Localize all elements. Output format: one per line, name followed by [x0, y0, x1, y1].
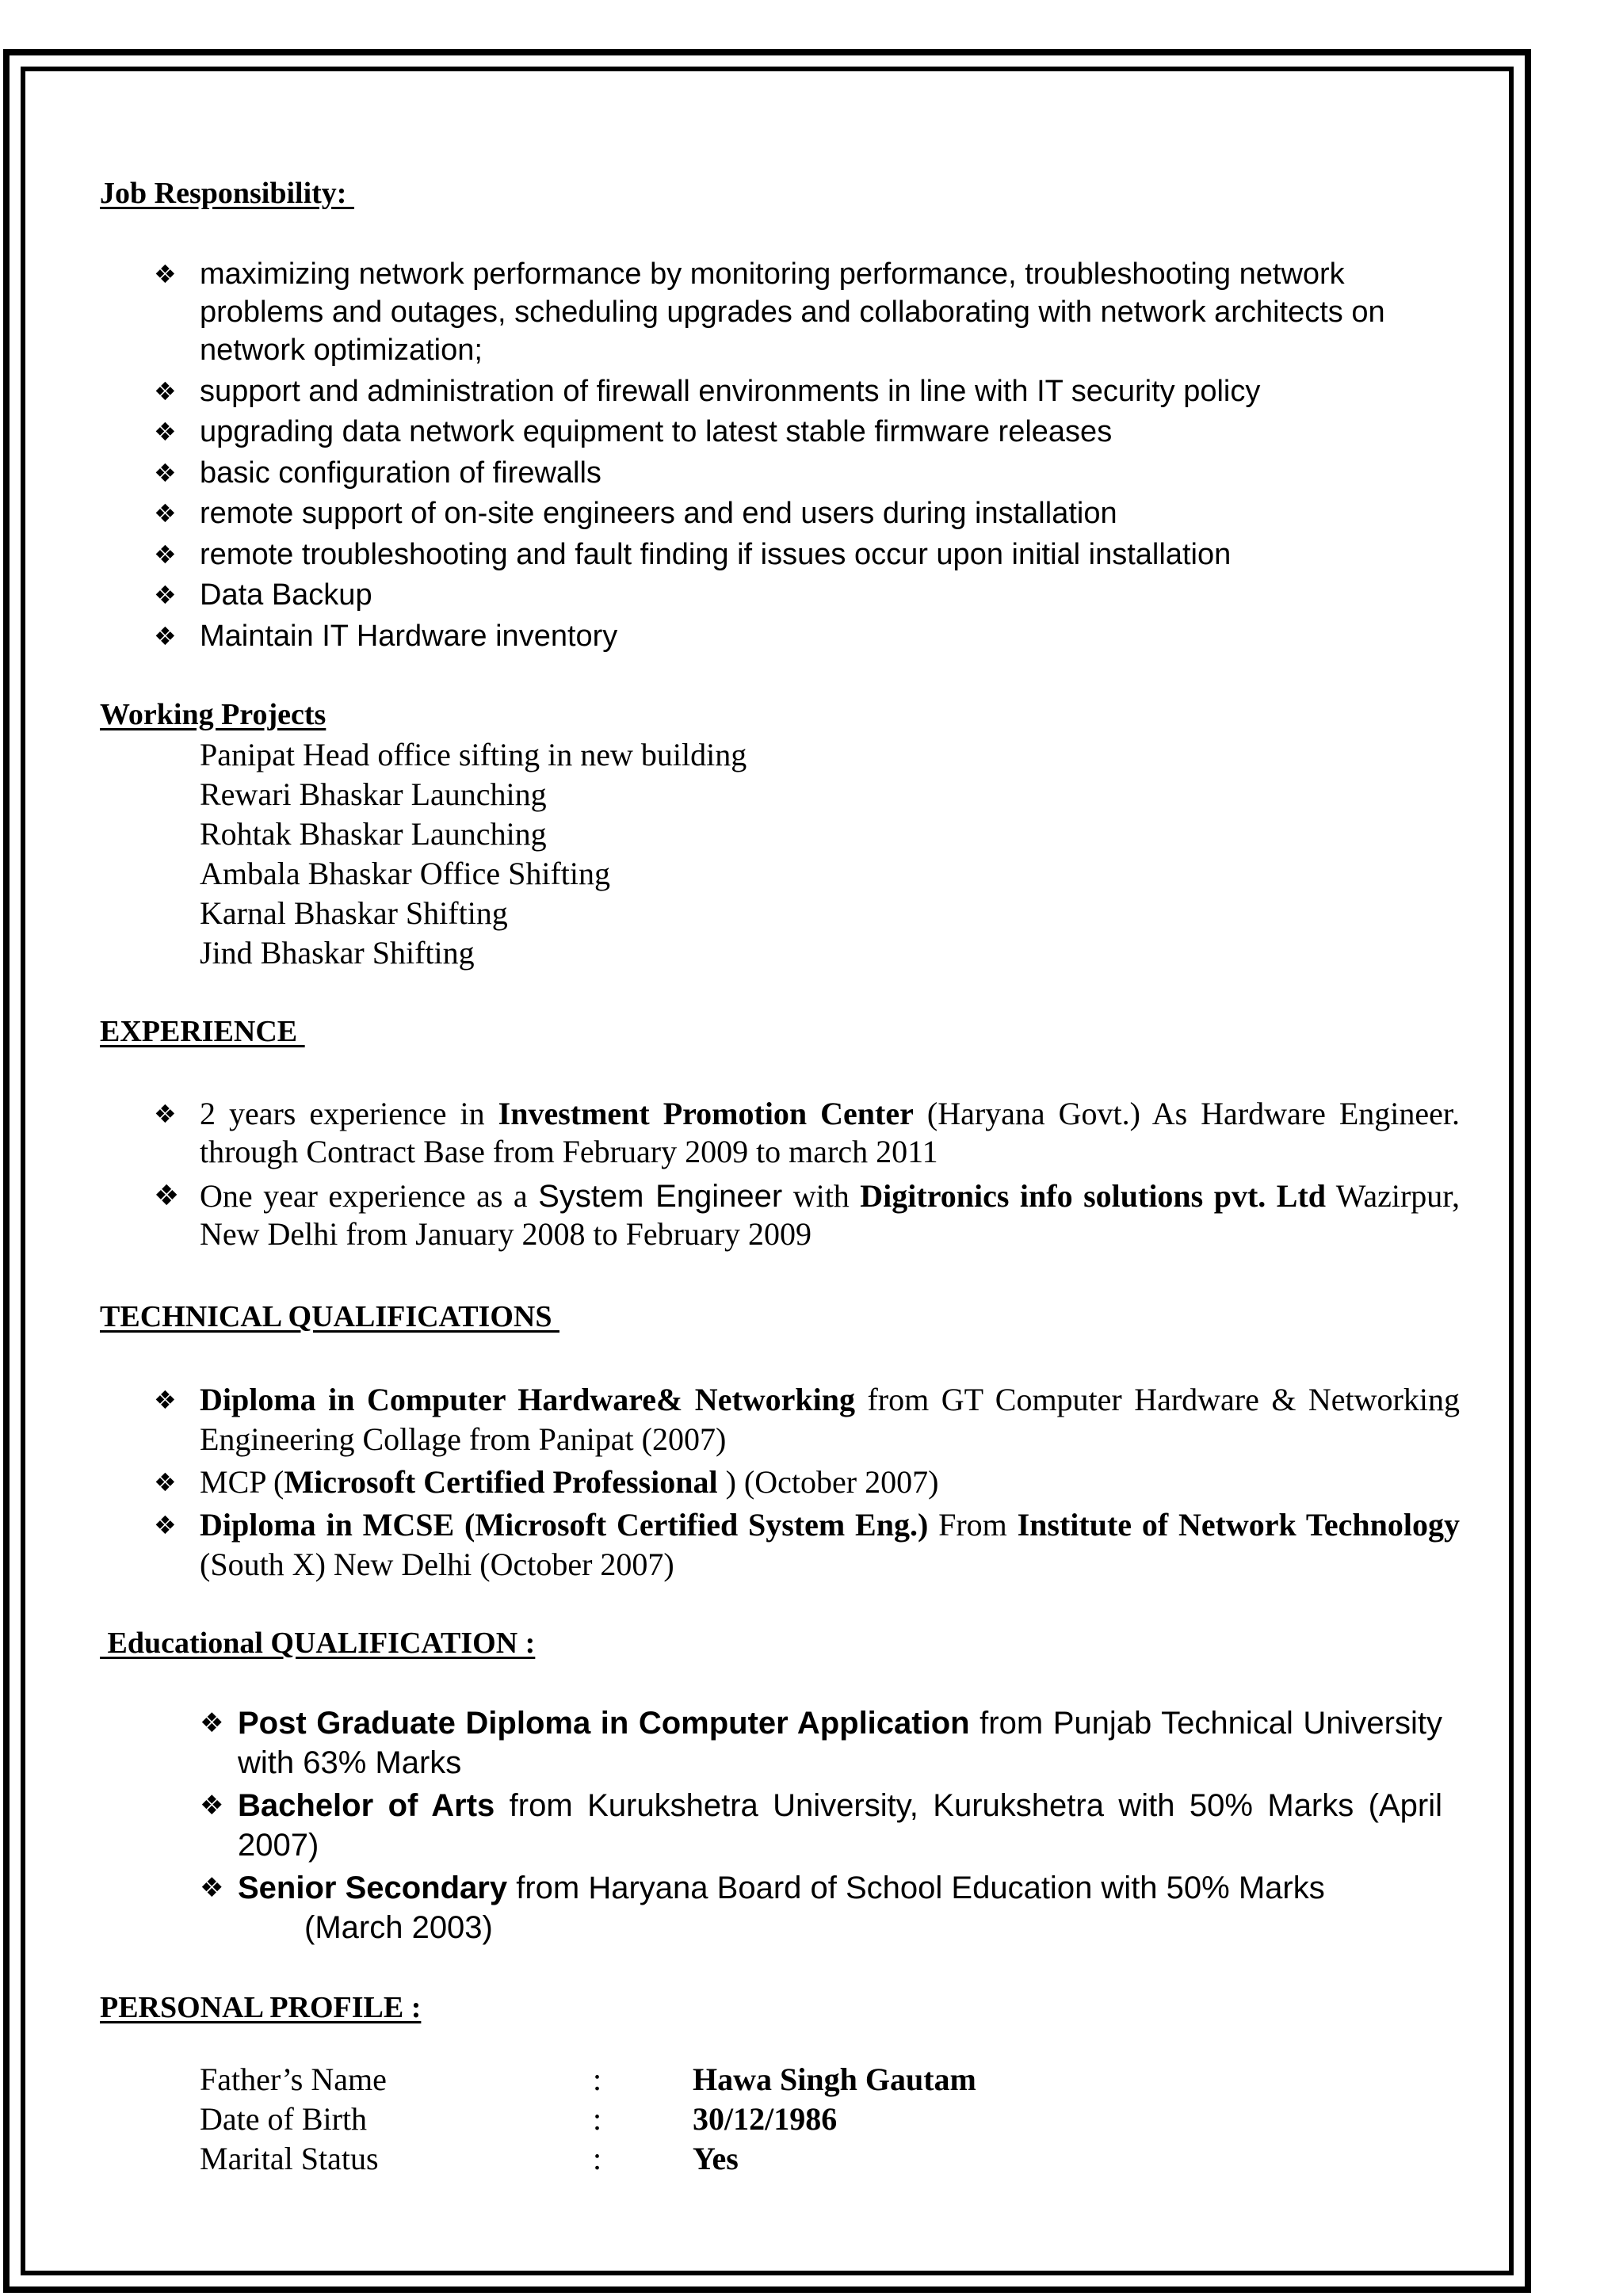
diamond-bullet-icon: ❖ [154, 1180, 180, 1212]
list-item: Panipat Head office sifting in new building [200, 737, 747, 772]
list-item: ❖ Diploma in Computer Hardware& Networking from GT Computer Hardware & Networking Engineering Collage from Panipat (2007) [154, 1382, 1460, 1457]
profile-colon: : [593, 2141, 602, 2176]
diamond-bullet-icon: ❖ [154, 1510, 177, 1540]
diamond-bullet-icon: ❖ [154, 417, 177, 447]
technical-qualifications-heading: TECHNICAL QUALIFICATIONS [100, 1300, 559, 1333]
experience-list [154, 1095, 1460, 1253]
list-item: ❖ Data Backup [200, 576, 1460, 614]
list-item: ❖ MCP (Microsoft Certified Professional ) (October 2007) [200, 1463, 1460, 1502]
personal-profile-heading: PERSONAL PROFILE : [100, 1991, 422, 2024]
list-item: Rohtak Bhaskar Launching [200, 816, 547, 852]
job-responsibility-heading: Job Responsibility: [100, 177, 354, 210]
list-item: ❖ 2 years experience in Investment Promotion Center (Haryana Govt.) As Hardware Engineer. through Contract Base from February 2009 to march 2011 [154, 1096, 1460, 1169]
education-heading: Educational QUALIFICATION : [100, 1627, 536, 1660]
job-responsibility-list [154, 255, 1460, 658]
personal-profile-table [200, 2060, 1151, 2179]
profile-label: Date of Birth [200, 2101, 368, 2137]
technical-qualifications-list [154, 1380, 1460, 1585]
list-item: ❖ Post Graduate Diploma in Computer Application from Punjab Technical University with 63% Marks [238, 1703, 1442, 1783]
diamond-bullet-icon: ❖ [154, 1099, 177, 1129]
profile-row [200, 2100, 1151, 2139]
list-item: Karnal Bhaskar Shifting [200, 895, 508, 931]
diamond-bullet-icon: ❖ [200, 1872, 224, 1904]
profile-label: Father’s Name [200, 2061, 387, 2097]
list-item: ❖ support and administration of firewall environments in line with IT security policy [200, 372, 1460, 410]
profile-colon: : [593, 2061, 602, 2097]
experience-heading: EXPERIENCE [100, 1015, 305, 1048]
diamond-bullet-icon: ❖ [200, 1707, 224, 1739]
diamond-bullet-icon: ❖ [154, 259, 177, 289]
profile-label: Marital Status [200, 2141, 379, 2176]
diamond-bullet-icon: ❖ [200, 1790, 224, 1821]
diamond-bullet-icon: ❖ [154, 1385, 177, 1415]
profile-row [200, 2060, 1151, 2100]
diamond-bullet-icon: ❖ [154, 580, 177, 610]
list-item: ❖ remote troubleshooting and fault finding if issues occur upon initial installation [200, 536, 1460, 574]
list-item: ❖ basic configuration of firewalls [200, 454, 1460, 492]
list-item: ❖ maximizing network performance by monitoring performance, troubleshooting network problems and outages, scheduling upgrades and collaborating with network architects on network optimization; [200, 255, 1460, 369]
profile-value: Hawa Singh Gautam [693, 2061, 976, 2097]
diamond-bullet-icon: ❖ [154, 539, 177, 570]
profile-value: Yes [693, 2141, 739, 2176]
working-projects-heading: Working Projects [100, 698, 327, 731]
list-item: ❖ remote support of on-site engineers and end users during installation [200, 494, 1460, 532]
list-item: ❖ upgrading data network equipment to latest stable firmware releases [200, 413, 1460, 451]
profile-row [200, 2139, 1151, 2179]
list-item: ❖ Maintain IT Hardware inventory [200, 617, 1460, 655]
diamond-bullet-icon: ❖ [154, 498, 177, 528]
diamond-bullet-icon: ❖ [154, 457, 177, 488]
list-item: Rewari Bhaskar Launching [200, 776, 547, 812]
education-list [200, 1703, 1443, 1947]
profile-value: 30/12/1986 [693, 2101, 838, 2137]
list-item: Jind Bhaskar Shifting [200, 935, 475, 971]
list-item: ❖ Bachelor of Arts from Kurukshetra University, Kurukshetra with 50% Marks (April 2007) [238, 1786, 1442, 1865]
list-item: ❖ Diploma in MCSE (Microsoft Certified System Eng.) From Institute of Network Technology (South X) New Delhi (October 2007) [154, 1507, 1460, 1582]
diamond-bullet-icon: ❖ [154, 376, 177, 406]
list-item: ❖ Senior Secondary from Haryana Board of School Education with 50% Marks (March 2003) [238, 1868, 1442, 1947]
diamond-bullet-icon: ❖ [154, 1467, 177, 1497]
list-item: ❖ One year experience as a System Engineer with Digitronics info solutions pvt. Ltd Wazirpur, New Delhi from January 2008 to February 2009 [154, 1178, 1460, 1252]
diamond-bullet-icon: ❖ [154, 620, 177, 651]
list-item: Ambala Bhaskar Office Shifting [200, 856, 611, 891]
profile-colon: : [593, 2101, 602, 2137]
working-projects-list [200, 735, 747, 973]
